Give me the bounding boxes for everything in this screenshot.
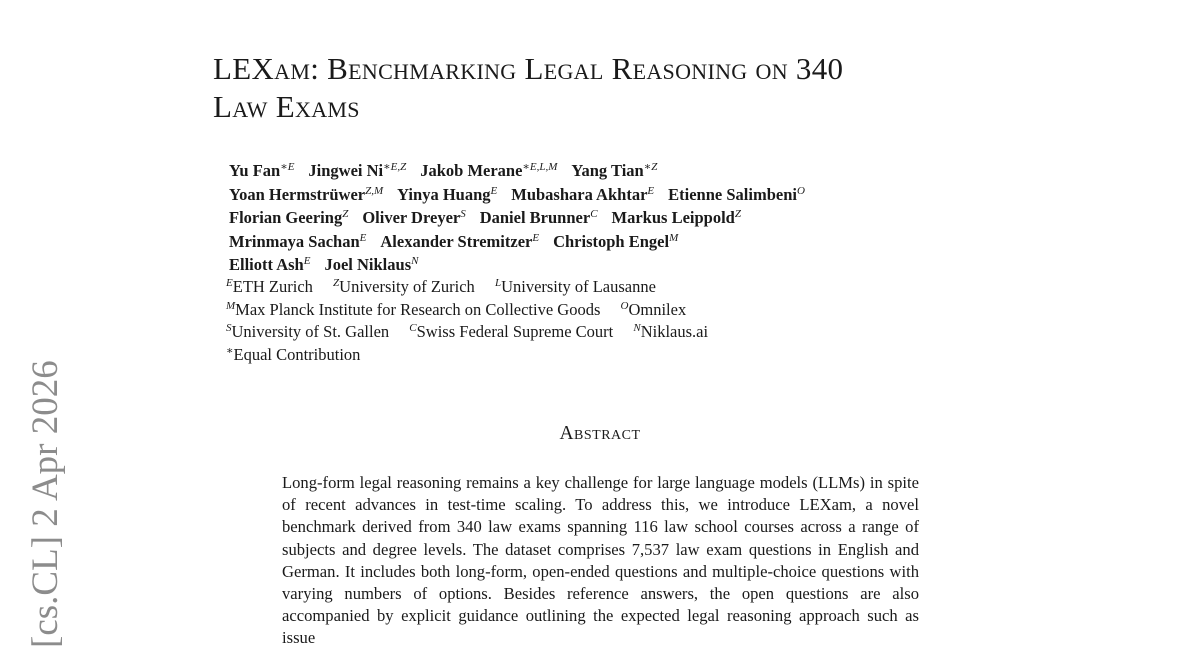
paper-title-line-2: Law Exams [213, 89, 360, 124]
author [229, 208, 348, 227]
abstract-heading: Abstract [559, 423, 641, 444]
author-affiliation-marks: E [532, 231, 540, 244]
author-name: Daniel Brunner [479, 208, 591, 228]
author-affiliation-marks: Z,M [365, 184, 384, 197]
author-name: Mubashara Akhtar [511, 184, 648, 204]
author [511, 185, 654, 204]
affiliation-list [226, 276, 986, 366]
author-line [229, 206, 989, 230]
author-name: Yang Tian [571, 161, 644, 180]
author-name: Etienne Salimbeni [668, 184, 797, 204]
author [668, 185, 805, 204]
author-affiliation-marks: ∗E,L,M [522, 161, 558, 173]
affiliation: $^N$Niklaus.ai [633, 322, 709, 341]
abstract-body: Long-form legal reasoning remains a key challenge for large language models (LLMs) in spite of recent advances in test-time scaling. To address this, we introduce LEXam, a novel benchmark derived from 340 law exams spanning 116 law school courses across a range of subjects and degree levels. The dataset comprises 7,537 law exam questions in English and German. It includes both long-form, open-ended questions and multiple-choice questions with varying numbers of options. Besides reference answers, the open questions are also accompanied by explicit guidance outlining the expected legal reasoning approach such as issue [282, 473, 919, 648]
author-affiliation-marks: ∗E,Z [383, 161, 407, 173]
affiliation: $^Z$University of Zurich [333, 277, 475, 296]
author-name: Yoan Hermstrüwer [229, 184, 366, 204]
author [571, 161, 657, 180]
author-affiliation-marks: E [647, 184, 655, 197]
author-list [229, 159, 989, 277]
affiliation: $^M$Max Planck Institute for Research on Collective Goods [226, 299, 601, 319]
author-name: Yinya Huang [397, 184, 491, 204]
author [420, 161, 557, 180]
author-line [229, 159, 989, 183]
author-line [229, 183, 989, 207]
author-name: Alexander Stremitzer [380, 231, 533, 251]
author [229, 161, 294, 180]
author-name: Mrinmaya Sachan [229, 231, 360, 251]
affiliation: $^O$Omnilex [620, 299, 687, 319]
author [553, 232, 678, 251]
author-name: Jingwei Ni [308, 161, 384, 180]
author-affiliation-marks: C [590, 208, 598, 221]
paper-title [213, 50, 1033, 126]
author-affiliation-marks: M [669, 231, 679, 244]
author-affiliation-marks: Z [734, 208, 741, 221]
author-name: Markus Leippold [611, 208, 735, 228]
author-name: Yu Fan [229, 161, 281, 180]
affiliation-line [226, 299, 986, 322]
author [229, 255, 310, 274]
affiliation-line [226, 276, 986, 299]
author [229, 185, 383, 204]
author [380, 232, 539, 251]
author-name: Christoph Engel [553, 231, 670, 251]
author [480, 208, 598, 227]
author [229, 232, 366, 251]
author-name: Joel Niklaus [324, 255, 412, 275]
author [612, 208, 741, 227]
author-affiliation-marks: E [303, 255, 311, 268]
affiliation: $^S$University of St. Gallen [226, 322, 390, 341]
affiliation-line [226, 321, 986, 344]
author [362, 208, 465, 227]
equal-contribution-note: ∗Equal Contribution [226, 344, 361, 364]
author [324, 255, 418, 274]
author-name: Elliott Ash [229, 255, 304, 275]
author-affiliation-marks: E [359, 231, 367, 244]
author [397, 185, 497, 204]
author-line [229, 253, 989, 277]
author-affiliation-marks: Z [342, 208, 349, 221]
author-name: Oliver Dreyer [362, 208, 461, 228]
affiliation: $^C$Swiss Federal Supreme Court [409, 322, 614, 341]
author-name: Jakob Merane [420, 161, 523, 180]
author-affiliation-marks: ∗Z [643, 161, 658, 173]
author-affiliation-marks: S [460, 208, 466, 221]
author-affiliation-marks: N [411, 255, 419, 268]
arxiv-stamp: [cs.CL] 2 Apr 2026 [25, 360, 66, 648]
affiliation: $^E$ETH Zurich [226, 277, 313, 296]
affiliation: $^L$University of Lausanne [494, 277, 656, 296]
author-affiliation-marks: E [490, 184, 498, 197]
paper-title-line-1: LEXam: Benchmarking Legal Reasoning on 340 [213, 51, 844, 86]
author-affiliation-marks: O [796, 184, 805, 197]
author-affiliation-marks: ∗E [280, 161, 295, 173]
author-name: Florian Geering [229, 208, 343, 228]
author-line [229, 230, 989, 254]
author [308, 161, 406, 180]
